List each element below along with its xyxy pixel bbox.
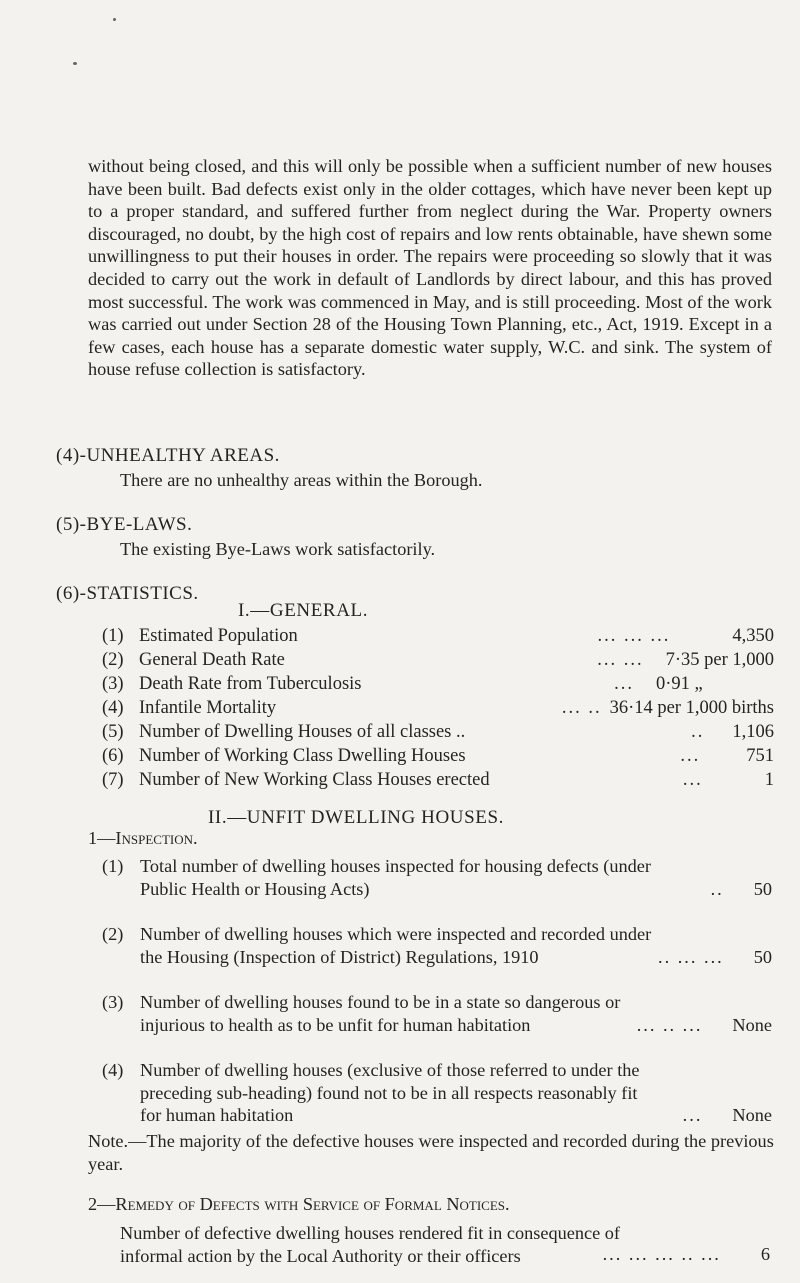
leader-dots: ... ... ... [597,626,671,646]
item-value [658,946,772,969]
leader-dots: ... [680,746,701,766]
intro-paragraph: without being closed, and this will only be possible when a sufficient number of new houses have been built. Bad defects exist only in the older cottages, which have never been kept up to a proper standard, and suffered further from neglect during the War. Property owners discouraged, no doubt, by the high cost of repairs and low rents obtainable, have shewn some unwillingness to put their houses in order. The repairs were proceeding so slowly that it was decided to carry out the work in default of Landlords by direct labour, and this has proved most successful. The work was commenced in May, and is still proceeding. Most of the work was carried out under Section 28 of the Housing Town Planning, etc., Act, 1919. Except in a few cases, each house has a separate domestic water supply, W.C. and sink. The system of house refuse collection is satisfactory. [88,156,772,380]
stat-value: 1 [764,770,774,790]
remedy-text: Number of defective dwelling houses rendered fit in consequence of informal action by the Local Authority or their officers [120,1223,621,1266]
stat-label: Infantile Mortality [139,698,277,718]
stat-value: 4,350 [732,626,774,646]
item-value-text: None [732,1014,772,1035]
item-value-text: None [732,1105,772,1126]
leader-dots: ... .. [561,698,602,718]
paper-speck [113,18,116,21]
stat-label: Number of Dwelling Houses of all classes .. [139,722,466,742]
item-text: Number of dwelling houses which were inspected and recorded under the Housing (Inspection of District) Regulations, 1910 [140,924,652,967]
item-value-text: 50 [753,946,772,967]
section-5-text: The existing Bye-Laws work satisfactorily. [120,539,436,559]
item-number: (2) [102,924,124,944]
section-6-heading: (6)-STATISTICS. [56,583,199,604]
stat-row [102,674,774,697]
stat-row [102,650,774,673]
item-number: (4) [102,1060,124,1080]
stat-number: (1) [102,626,124,646]
stat-value: 36·14 per 1,000 births [609,698,774,718]
remedy-heading: 2—Remedy of Defects with Service of Formal Notices. [88,1194,510,1214]
stat-value: 1,106 [732,722,774,742]
section-5-heading: (5)-BYE-LAWS. [56,514,193,535]
item-number: (3) [102,992,124,1012]
stat-row [102,698,774,721]
stat-number: (2) [102,650,124,670]
leader-dots: ... [682,1105,703,1126]
note-paragraph: Note.—The majority of the defective houses were inspected and recorded during the previous year. [88,1131,774,1174]
section-4-text: There are no unhealthy areas within the Borough. [120,470,483,490]
item-text: Number of dwelling houses (exclusive of those referred to under the preceding sub-heading) found not to be in all respects reasonably fit for human habitation [140,1060,640,1126]
leader-dots: ... [614,674,634,694]
item-text: Total number of dwelling houses inspected for housing defects (under Public Health or Housing Acts) [140,856,651,899]
inspection-item [102,991,772,1036]
stat-label: General Death Rate [139,650,285,670]
inspection-heading: 1—Inspection. [88,828,198,848]
stat-row [102,770,774,793]
leader-dots: .. ... ... [658,946,724,967]
stat-number: (5) [102,722,124,742]
stat-label: Number of New Working Class Houses erected [139,770,490,790]
stat-value: 7·35 per 1,000 [665,650,774,670]
section-4-heading: (4)-UNHEALTHY AREAS. [56,445,280,466]
paper-speck [73,62,77,65]
unfit-heading: II.—UNFIT DWELLING HOUSES. [208,807,504,828]
item-value [637,1014,772,1037]
stat-number: (4) [102,698,124,718]
stat-number: (6) [102,746,124,766]
general-heading: I.—GENERAL. [238,600,369,621]
stat-label: Number of Working Class Dwelling Houses [139,746,466,766]
stat-row [102,722,774,745]
stat-label: Death Rate from Tuberculosis [139,674,362,694]
item-value-text: 50 [753,878,772,899]
stat-value: 0·91 „ [656,674,703,694]
leader-dots: ... ... ... .. ... [602,1244,721,1264]
stat-row [102,746,774,769]
stat-value: 751 [746,746,774,766]
leader-dots: ... [682,770,703,790]
stat-row [102,626,774,649]
item-number: (1) [102,856,124,876]
remedy-value: 6 [760,1244,770,1264]
stat-number: (3) [102,674,124,694]
item-value [683,1104,772,1127]
leader-dots: ... ... [597,650,644,670]
inspection-item [102,923,772,968]
stat-label: Estimated Population [139,626,298,646]
inspection-item [102,1059,772,1127]
stat-number: (7) [102,770,124,790]
item-value [711,878,772,901]
leader-dots: ... .. ... [636,1014,703,1035]
remedy-value-row [603,1244,770,1265]
leader-dots: .. [691,722,705,742]
item-text: Number of dwelling houses found to be in a state so dangerous or injurious to health as to be unfit for human habitation [140,992,621,1035]
inspection-item [102,855,772,900]
leader-dots: .. [710,878,724,899]
